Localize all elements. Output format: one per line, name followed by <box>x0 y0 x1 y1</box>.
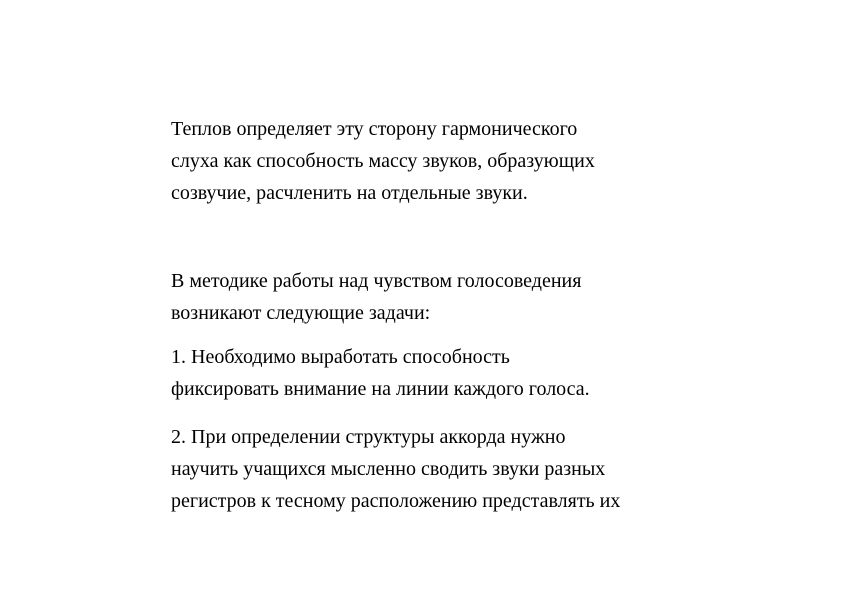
text-line: Теплов определяет эту сторону гармонического <box>171 118 578 140</box>
text-line: регистров к тесному расположению представлять их <box>171 490 621 512</box>
text-line: слуха как способность массу звуков, образующих <box>171 150 595 172</box>
text-line: 2. При определении структуры аккорда нужно <box>171 426 566 448</box>
paragraph-voice-leading-tasks <box>171 265 731 329</box>
text-line: 1. Необходимо выработать способность <box>171 346 510 368</box>
text-line: научить учащихся мысленно сводить звуки разных <box>171 458 606 480</box>
list-item-2 <box>171 421 731 517</box>
text-line: В методике работы над чувством голосоведения <box>171 270 582 292</box>
text-line: фиксировать внимание на линии каждого голоса. <box>171 378 590 400</box>
list-item-1 <box>171 341 731 405</box>
text-line: созвучие, расчленить на отдельные звуки. <box>171 182 528 204</box>
paragraph-harmonic-hearing <box>171 113 731 209</box>
text-line: возникают следующие задачи: <box>171 302 431 324</box>
